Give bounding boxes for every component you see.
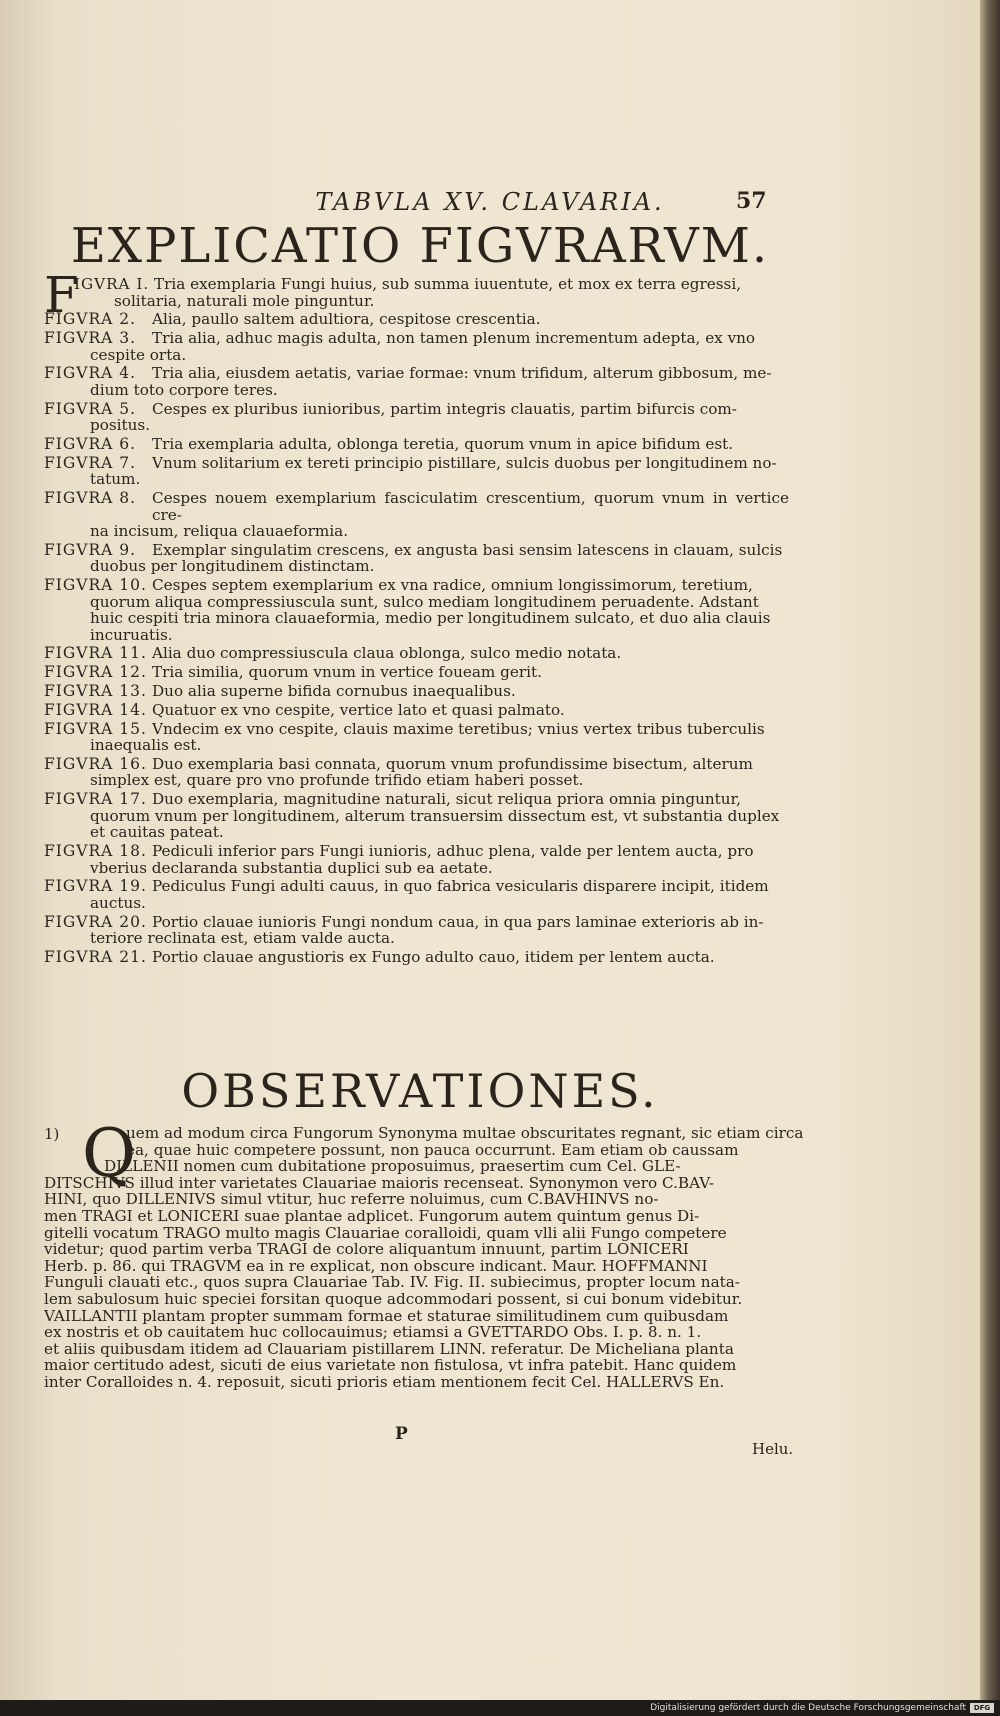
figure-description: Tria alia, eiusdem aetatis, variae formae: vnum trifidum, alterum gibbosum, me-	[152, 364, 772, 383]
figure-label: FIGVRA 3.	[44, 329, 137, 348]
figure-label: FIGVRA 21.	[44, 947, 147, 966]
figure-entry	[44, 455, 789, 488]
figure-label: FIGVRA 14.	[44, 700, 147, 719]
figure-entry	[44, 645, 789, 662]
figure-description-continued: vberius declaranda substantia duplici sub ea aetate.	[90, 858, 493, 877]
figure-description-continued: cespite orta.	[90, 345, 187, 364]
figure-label: FIGVRA 13.	[44, 682, 147, 701]
observation-line: men TRAGI et LONICERI suae plantae adplicet. Fungorum autem quintum genus Di-	[44, 1206, 700, 1225]
dfg-logo: DFG	[970, 1703, 994, 1713]
figure-description: Alia duo compressiuscula claua oblonga, sulco medio notata.	[152, 644, 622, 663]
figure-entry	[44, 401, 789, 434]
figure-label: FIGVRA 20.	[44, 912, 147, 931]
figure-entry	[44, 664, 789, 681]
figure-description: Duo exemplaria, magnitudine naturali, sicut reliqua priora omnia pinguntur,	[152, 790, 741, 809]
figure-label: FIGVRA 16.	[44, 754, 147, 773]
figure-entry	[44, 721, 789, 754]
figure-entry	[44, 311, 789, 328]
figure-description: Duo alia superne bifida cornubus inaequalibus.	[152, 682, 516, 701]
observation-line: gitelli vocatum TRAGO multo magis Clauariae coralloidi, quam vlli alii Fungo competere	[44, 1223, 727, 1242]
figure-label: FIGVRA 8.	[44, 489, 137, 508]
figure-entry	[44, 365, 789, 398]
figure-description-continued: quorum aliqua compressiuscula sunt, sulco mediam longitudinem peruadente. Adstant huic cespiti tria minora clauaeformia, medio per longitudinem sulcato, et duo alia clauis incuruatis.	[90, 592, 771, 644]
observation-line: ea, quae huic competere possunt, non pauca occurrunt. Eam etiam ob caussam	[126, 1140, 739, 1159]
figure-entry	[44, 330, 789, 363]
figure-description-continued: na incisum, reliqua clauaeformia.	[90, 522, 349, 541]
figure-label: FIGVRA 5.	[44, 399, 137, 418]
figure-description: Tria exemplaria adulta, oblonga teretia, quorum vnum in apice bifidum est.	[152, 434, 734, 453]
figure-description: Pediculi inferior pars Fungi iunioris, adhuc plena, valde per lentem aucta, pro	[152, 842, 754, 861]
figure-description: Tria exemplaria Fungi huius, sub summa iuuentute, et mox ex terra egressi,	[154, 275, 742, 293]
observation-line: DILLENII nomen cum dubitatione proposuimus, praesertim cum Cel. GLE-	[104, 1157, 681, 1176]
figure-description: Vndecim ex vno cespite, clauis maxime teretibus; vnius vertex tribus tuberculis	[152, 719, 765, 738]
figure-label: FIGVRA 7.	[44, 453, 137, 472]
figure-label: FIGVRA 6.	[44, 434, 137, 453]
figure-entry	[44, 683, 789, 700]
observation-line: et aliis quibusdam itidem ad Clauariam pistillarem LINN. referatur. De Micheliana planta	[44, 1339, 734, 1358]
observation-line: videtur; quod partim verba TRAGI de colore aliquantum innuunt, partim LONICERI	[44, 1240, 689, 1259]
figure-label: FIGVRA 17.	[44, 790, 147, 809]
figure-description: Vnum solitarium ex tereti principio pistillare, sulcis duobus per longitudinem no-	[152, 453, 777, 472]
figure-entry	[44, 914, 789, 947]
figure-label: FIGVRA 11.	[44, 644, 147, 663]
observation-line: HINI, quo DILLENIVS simul vtitur, huc referre noluimus, cum C.BAVHINVS no-	[44, 1190, 659, 1209]
figure-description-continued: tatum.	[90, 470, 141, 489]
figure-entry	[44, 843, 789, 876]
figure-entry	[44, 702, 789, 719]
figure-label: FIGVRA 12.	[44, 663, 147, 682]
figure-label: FIGVRA 2.	[44, 310, 137, 329]
observation-number: 1)	[44, 1125, 60, 1143]
observation-line: ex nostris et ob cauitatem huc collocauimus; etiamsi a GVETTARDO Obs. I. p. 8. n. 1.	[44, 1323, 702, 1342]
running-head: TABVLA XV. CLAVARIA.	[315, 188, 665, 216]
page-title: EXPLICATIO FIGVRARVM.	[70, 218, 770, 274]
observation-line: Herb. p. 86. qui TRAGVM ea in re explicat, non obscure indicant. Maur. HOFFMANNI	[44, 1256, 708, 1275]
figure-description-continued: teriore reclinata est, etiam valde aucta.	[90, 929, 395, 948]
observation-text	[44, 1124, 804, 1391]
signature-mark: P	[395, 1424, 408, 1444]
figure-description-continued: solitaria, naturali mole pinguntur.	[114, 291, 375, 310]
figure-entry	[44, 490, 789, 540]
figure-description: Tria alia, adhuc magis adulta, non tamen plenum incrementum adepta, ex vno	[152, 329, 756, 348]
figure-description: Cespes nouem exemplarium fasciculatim crescentium, quorum vnum in vertice cre-	[152, 489, 789, 524]
footer-credit: Digitalisierung gefördert durch die Deutsche Forschungsgemeinschaft	[650, 1703, 966, 1713]
figure-dropcap: F	[44, 266, 79, 324]
observations-title: OBSERVATIONES.	[181, 1064, 659, 1118]
figure-description: Duo exemplaria basi connata, quorum vnum profundissime bisectum, alterum	[152, 754, 753, 773]
figure-label: FIGVRA 10.	[44, 576, 147, 595]
figure-entry	[44, 791, 789, 841]
figure-description: Cespes ex pluribus iunioribus, partim integris clauatis, partim bifurcis com-	[152, 399, 737, 418]
figure-entry	[44, 577, 789, 643]
figure-label: FIGVRA 9.	[44, 540, 137, 559]
observation-dropcap: Q	[82, 1115, 137, 1192]
figure-description: Exemplar singulatim crescens, ex angusta basi sensim latescens in clauam, sulcis	[152, 540, 783, 559]
figure-entry	[44, 949, 789, 966]
figure-explanations	[44, 266, 789, 968]
figure-entry	[44, 436, 789, 453]
figure-label: FIGVRA 19.	[44, 877, 147, 896]
observation-line: lem sabulosum huic speciei forsitan quoque adcommodari possent, si cui bonum videbitur.	[44, 1289, 743, 1308]
figure-description-continued: duobus per longitudinem distinctam.	[90, 557, 375, 576]
observation-1	[44, 1115, 804, 1391]
figure-entry	[44, 878, 789, 911]
figure-label: IGVRA I.	[74, 275, 150, 293]
observation-line: DITSCHIVS illud inter varietates Clauariae maioris recenseat. Synonymon vero C.BAV-	[44, 1173, 714, 1192]
observation-line: VAILLANTII plantam propter summam formae et staturae similitudinem cum quibusdam	[44, 1306, 729, 1325]
observation-line: Funguli clauati etc., quos supra Clauariae Tab. IV. Fig. II. subiecimus, propter locum nata-	[44, 1273, 740, 1292]
footer-bar	[0, 1700, 1000, 1716]
catchword: Helu.	[752, 1440, 794, 1458]
figure-description: Portio clauae angustioris ex Fungo adulto cauo, itidem per lentem aucta.	[152, 947, 715, 966]
page-number: 57	[736, 188, 767, 214]
figure-description-continued: auctus.	[90, 893, 146, 912]
figure-entry	[44, 542, 789, 575]
figure-description: Portio clauae iunioris Fungi nondum caua, in qua pars laminae exterioris ab in-	[152, 912, 764, 931]
page-edge	[980, 0, 1000, 1700]
figure-description: Quatuor ex vno cespite, vertice lato et quasi palmato.	[152, 700, 565, 719]
figure-description: Pediculus Fungi adulti cauus, in quo fabrica vesicularis disparere incipit, itidem	[152, 877, 769, 896]
figure-description-continued: simplex est, quare pro vno profunde trifido etiam haberi posset.	[90, 771, 584, 790]
figure-description-continued: dium toto corpore teres.	[90, 380, 278, 399]
figure-description-continued: positus.	[90, 416, 151, 435]
figure-label: FIGVRA 15.	[44, 719, 147, 738]
figure-description: Alia, paullo saltem adultiora, cespitose crescentia.	[152, 310, 541, 329]
figure-label: FIGVRA 4.	[44, 364, 137, 383]
observation-line: inter Coralloides n. 4. reposuit, sicuti prioris etiam mentionem fecit Cel. HALLERVS En.	[44, 1372, 725, 1391]
figure-label: FIGVRA 18.	[44, 842, 147, 861]
figure-description-continued: quorum vnum per longitudinem, alterum transuersim dissectum est, vt substantia duplex et cauitas pateat.	[90, 806, 780, 842]
figure-description-continued: inaequalis est.	[90, 736, 202, 755]
figure-description: Tria similia, quorum vnum in vertice foueam gerit.	[152, 663, 542, 682]
figure-description: Cespes septem exemplarium ex vna radice, omnium longissimorum, teretium,	[152, 576, 753, 595]
observation-line: uem ad modum circa Fungorum Synonyma multae obscuritates regnant, sic etiam circa	[126, 1124, 804, 1142]
figure-entry	[44, 756, 789, 789]
observation-line: maior certitudo adest, sicuti de eius varietate non fistulosa, vt infra patebit. Hanc quidem	[44, 1356, 737, 1375]
